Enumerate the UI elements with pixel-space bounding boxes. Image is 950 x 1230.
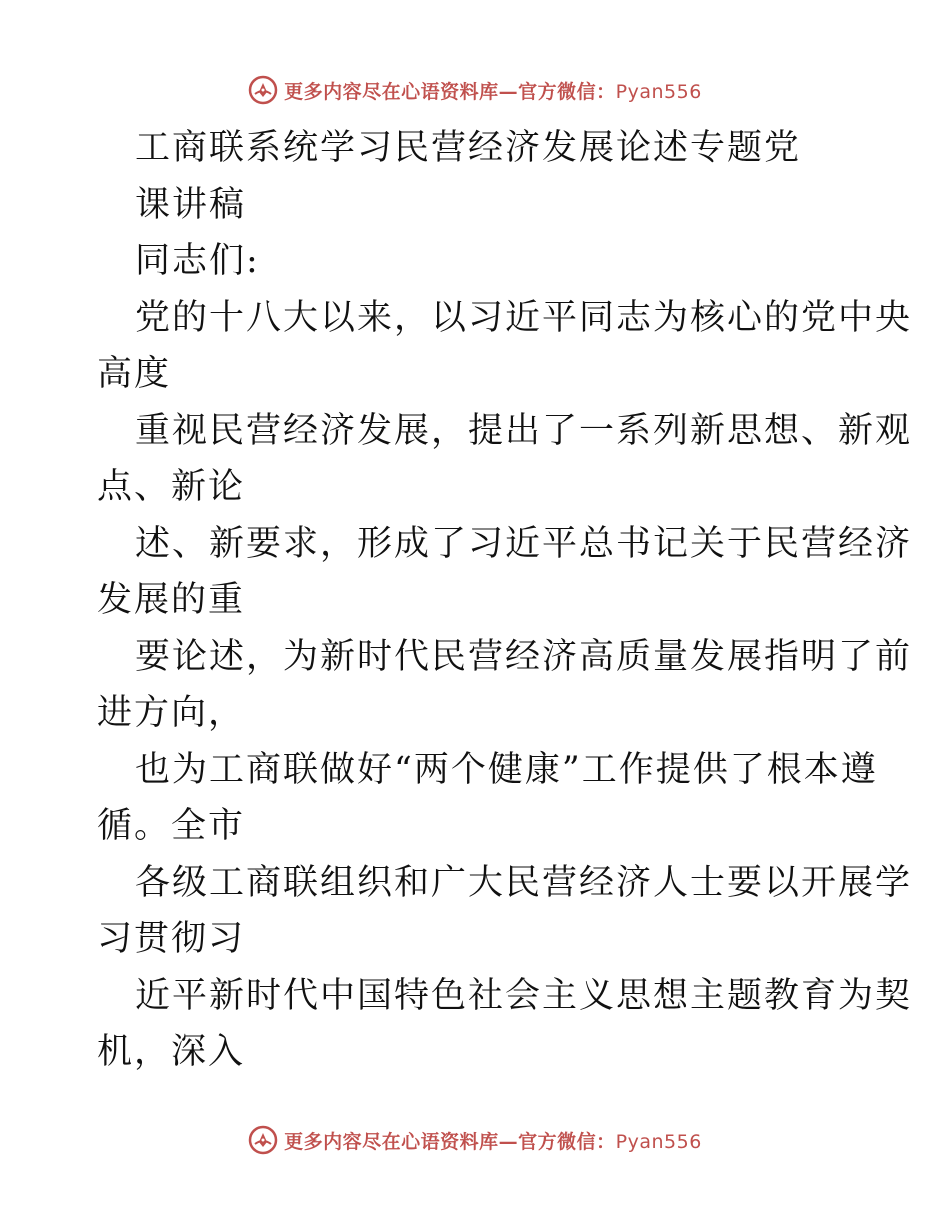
body-line: 也为工商联做好“两个健康”工作提供了根本遵 xyxy=(135,749,878,790)
body-line: 进方向， xyxy=(97,693,246,733)
body-line: 发展的重 xyxy=(97,580,246,620)
body-line: 党的十八大以来，以习近平同志为核心的党中央 xyxy=(135,297,913,338)
body-line: 要论述，为新时代民营经济高质量发展指明了前 xyxy=(135,636,913,677)
header-banner xyxy=(0,70,950,110)
red-book-pen-logo-icon xyxy=(248,1125,278,1155)
header-banner-link[interactable] xyxy=(248,75,702,105)
salutation: 同志们: xyxy=(135,241,260,281)
footer-wechat-id: Pyan556 xyxy=(615,1130,702,1153)
footer-banner-link[interactable] xyxy=(248,1125,702,1155)
body-line: 近平新时代中国特色社会主义思想主题教育为契 xyxy=(135,975,913,1016)
body-line: 机，深入 xyxy=(97,1032,246,1072)
title-line-1: 工商联系统学习民营经济发展论述专题党 xyxy=(135,128,802,168)
body-line: 循。全市 xyxy=(97,806,246,846)
document-body xyxy=(97,120,913,1081)
body-line: 述、新要求，形成了习近平总书记关于民营经济 xyxy=(135,523,913,564)
paragraph-lines xyxy=(97,290,913,1081)
footer-banner xyxy=(0,1120,950,1160)
body-line: 点、新论 xyxy=(97,467,246,507)
header-wechat-id: Pyan556 xyxy=(615,80,702,103)
footer-banner-text: 更多内容尽在心语资料库—官方微信：Pyan556 xyxy=(284,1130,702,1153)
red-book-pen-logo-icon xyxy=(248,75,278,105)
header-banner-text: 更多内容尽在心语资料库—官方微信：Pyan556 xyxy=(284,80,702,103)
body-line: 习贯彻习 xyxy=(97,919,246,959)
body-line: 各级工商联组织和广大民营经济人士要以开展学 xyxy=(135,862,913,903)
body-line: 重视民营经济发展，提出了一系列新思想、新观 xyxy=(135,410,913,451)
title-line-2: 课讲稿 xyxy=(135,184,247,225)
body-line: 高度 xyxy=(97,354,172,394)
